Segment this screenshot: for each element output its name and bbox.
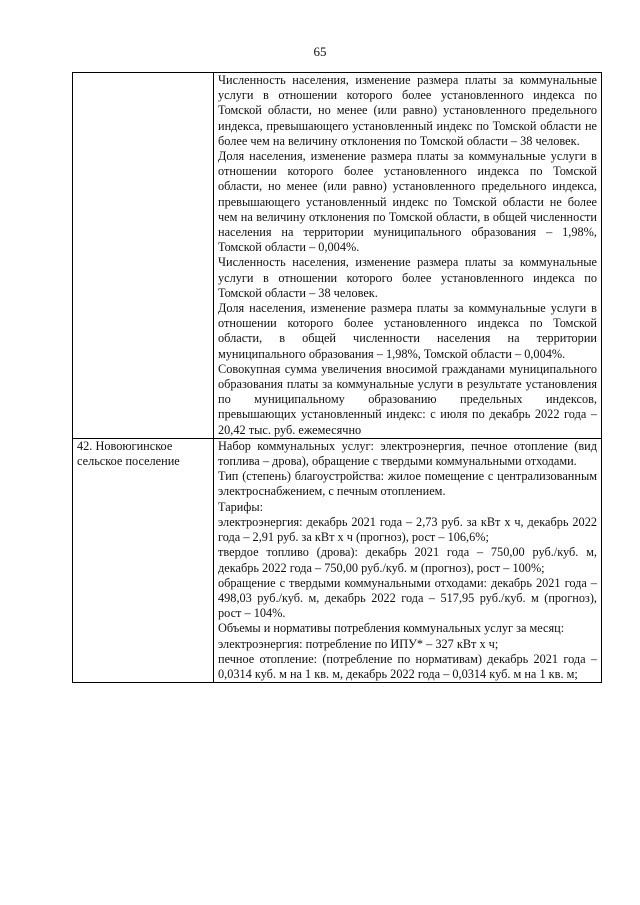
paragraph: Набор коммунальных услуг: электроэнергия, печное отопление (вид топлива – дрова), обращение с твердыми коммунальными отходами.: [218, 438, 597, 469]
paragraph: Доля населения, изменение размера платы за коммунальные услуги в отношении которого более установленного индекса по Томской области, в общей численности населения на территории муниципального образования – 1,98%, Томской области – 0,004%.: [218, 301, 597, 361]
paragraph: Объемы и нормативы потребления коммунальных услуг за месяц:: [218, 621, 565, 636]
page-number: 65: [313, 44, 327, 59]
paragraph: электроэнергия: потребление по ИПУ* – 327 кВт х ч;: [218, 636, 499, 651]
paragraph: Численность населения, изменение размера платы за коммунальные услуги в отношении которого более установленного индекса по Томской области – 38 человек.: [218, 255, 597, 300]
paragraph: твердое топливо (дрова): декабрь 2021 года – 750,00 руб./куб. м, декабрь 2022 года – 750,00 руб./куб. м (прогноз), рост – 100%;: [218, 545, 597, 575]
document-table: [72, 72, 602, 683]
municipality-cell: [73, 73, 214, 439]
paragraph: Тарифы:: [218, 499, 264, 514]
paragraph: Доля населения, изменение размера платы за коммунальные услуги в отношении которого более установленного индекса по Томской области, но менее (или равно) установленного предельного индекса, превышающего установленный индекс по Томской области не более чем на величину отклонения по Томской области, в общей численности населения на территории муниципального образования – 1,98%, Томской области – 0,004%.: [218, 149, 597, 255]
description-cell: [214, 73, 602, 439]
table-row: [73, 438, 602, 682]
description-cell: [214, 438, 602, 682]
paragraph: печное отопление: (потребление по нормативам) декабрь 2021 года – 0,0314 куб. м на 1 кв. м, декабрь 2022 года – 0,0314 куб. м на 1 кв. м;: [218, 651, 597, 681]
paragraph: обращение с твердыми коммунальными отходами: декабрь 2021 года – 498,03 руб./куб. м, декабрь 2022 года – 517,95 руб./куб. м (прогноз), рост – 104%.: [218, 575, 597, 621]
paragraph: Численность населения, изменение размера платы за коммунальные услуги в отношении которого более установленного индекса по Томской области, но менее (или равно) установленного предельного индекса, превышающего установленный индекс по Томской области не более чем на величину отклонения по Томской области – 38 человек.: [218, 73, 597, 148]
paragraph: Тип (степень) благоустройства: жилое помещение с централизованным электроснабжением, с печным отоплением.: [218, 469, 597, 499]
paragraph: Совокупная сумма увеличения вносимой гражданами муниципального образования платы за коммунальные услуги в результате установления по муниципальному образованию предельных индексов, превышающих установленный индекс: с июля по декабрь 2022 года – 20,42 тыс. руб. ежемесячно: [218, 361, 597, 437]
paragraph: электроэнергия: декабрь 2021 года – 2,73 руб. за кВт х ч, декабрь 2022 года – 2,91 руб. за кВт х ч (прогноз), рост – 106,6%;: [218, 514, 597, 545]
municipality-name: 42. Новоюгинское сельское поселение: [77, 438, 180, 469]
municipality-cell: [73, 438, 214, 682]
table-row: [73, 73, 602, 439]
